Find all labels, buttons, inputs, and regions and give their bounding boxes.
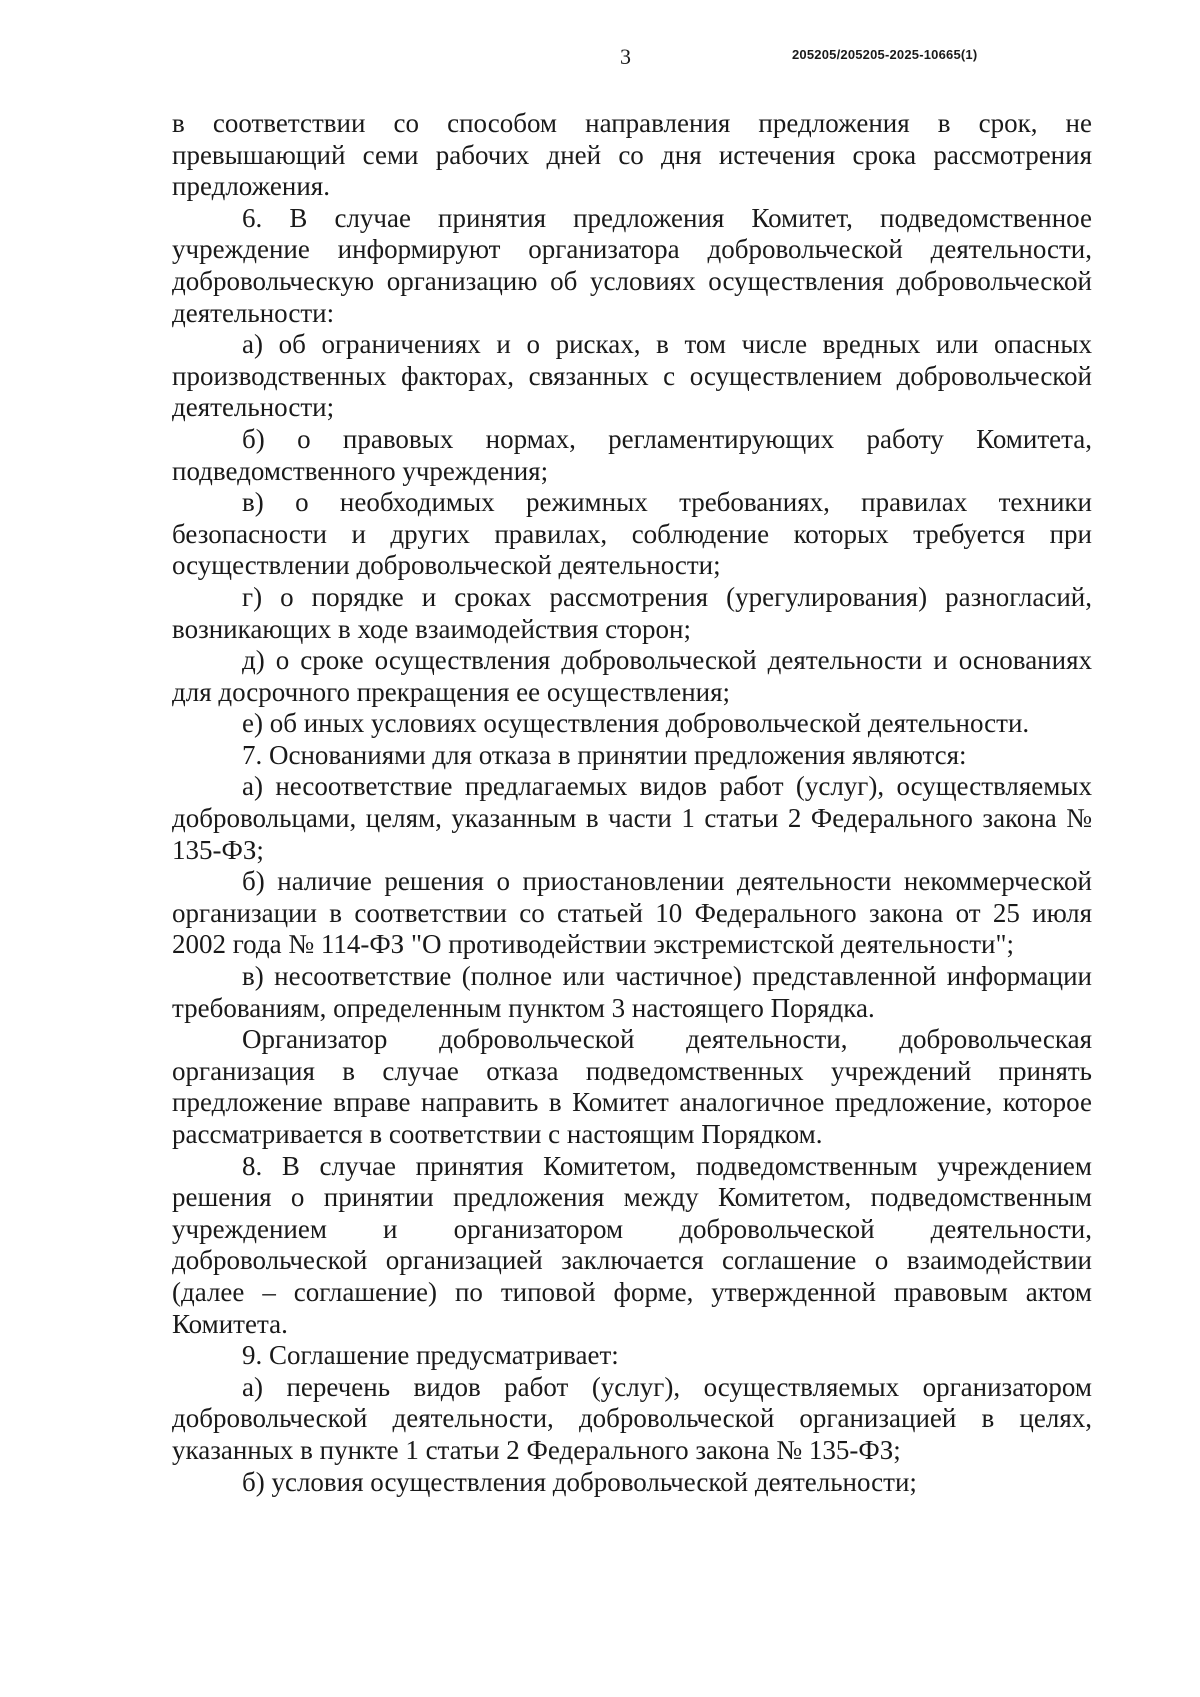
paragraph-item-6v: в) о необходимых режимных требованиях, правилах техники безопасности и других правилах, соблюдение которых требуется при осуществлении добровольческой деятельности; xyxy=(172,487,1092,581)
paragraph-item-9a: а) перечень видов работ (услуг), осуществляемых организатором добровольческой деятельности, добровольческой организацией в целях, указанных в пункте 1 статьи 2 Федерального закона № 135-ФЗ; xyxy=(172,1371,1092,1465)
document-body xyxy=(172,108,1092,1498)
paragraph-item-7b: б) наличие решения о приостановлении деятельности некоммерческой организации в соответствии со статьей 10 Федерального закона от 25 июля 2002 года № 114-ФЗ "О противодействии экстремистской деятельности"; xyxy=(172,866,1092,960)
paragraph-item-8: 8. В случае принятия Комитетом, подведомственным учреждением решения о принятии предложения между Комитетом, подведомственным учреждением и организатором добровольческой деятельности, добровольческой организацией заключается соглашение о взаимодействии (далее – соглашение) по типовой форме, утвержденной правовым актом Комитета. xyxy=(172,1150,1092,1339)
paragraph-item-6g: г) о порядке и сроках рассмотрения (урегулирования) разногласий, возникающих в ходе взаимодействия сторон; xyxy=(172,581,1092,644)
paragraph-item-7v: в) несоответствие (полное или частичное) представленной информации требованиям, определенным пунктом 3 настоящего Порядка. xyxy=(172,961,1092,1023)
paragraph-continuation: в соответствии со способом направления предложения в срок, не превышающий семи рабочих дней со дня истечения срока рассмотрения предложения. xyxy=(172,108,1092,202)
paragraph-organizer-note: Организатор добровольческой деятельности, добровольческая организация в случае отказа подведомственных учреждений принять предложение вправе направить в Комитет аналогичное предложение, которое рассматривается в соответствии с настоящим Порядком. xyxy=(172,1024,1092,1149)
paragraph-item-6: 6. В случае принятия предложения Комитет, подведомственное учреждение информируют организатора добровольческой деятельности, добровольческую организацию об условиях осуществления добровольческой деятельности: xyxy=(172,202,1092,328)
paragraph-item-6e: е) об иных условиях осуществления добровольческой деятельности. xyxy=(242,708,1030,739)
paragraph-item-7a: а) несоответствие предлагаемых видов работ (услуг), осуществляемых добровольцами, целям, указанным в части 1 статьи 2 Федерального закона № 135-ФЗ; xyxy=(172,771,1092,865)
paragraph-item-6b: б) о правовых нормах, регламентирующих работу Комитета, подведомственного учреждения; xyxy=(172,423,1092,486)
paragraph-item-6a: а) об ограничениях и о рисках, в том числе вредных или опасных производственных факторах, связанных с осуществлением добровольческой деятельности; xyxy=(172,329,1092,423)
page-number: 3 xyxy=(620,44,631,69)
document-id: 205205/205205-2025-10665(1) xyxy=(792,47,978,62)
paragraph-item-6d: д) о сроке осуществления добровольческой деятельности и основаниях для досрочного прекращения ее осуществления; xyxy=(172,645,1092,707)
paragraph-item-9: 9. Соглашение предусматривает: xyxy=(242,1340,619,1371)
paragraph-item-7: 7. Основаниями для отказа в принятии предложения являются: xyxy=(242,739,967,770)
paragraph-item-9b: б) условия осуществления добровольческой деятельности; xyxy=(242,1466,917,1497)
